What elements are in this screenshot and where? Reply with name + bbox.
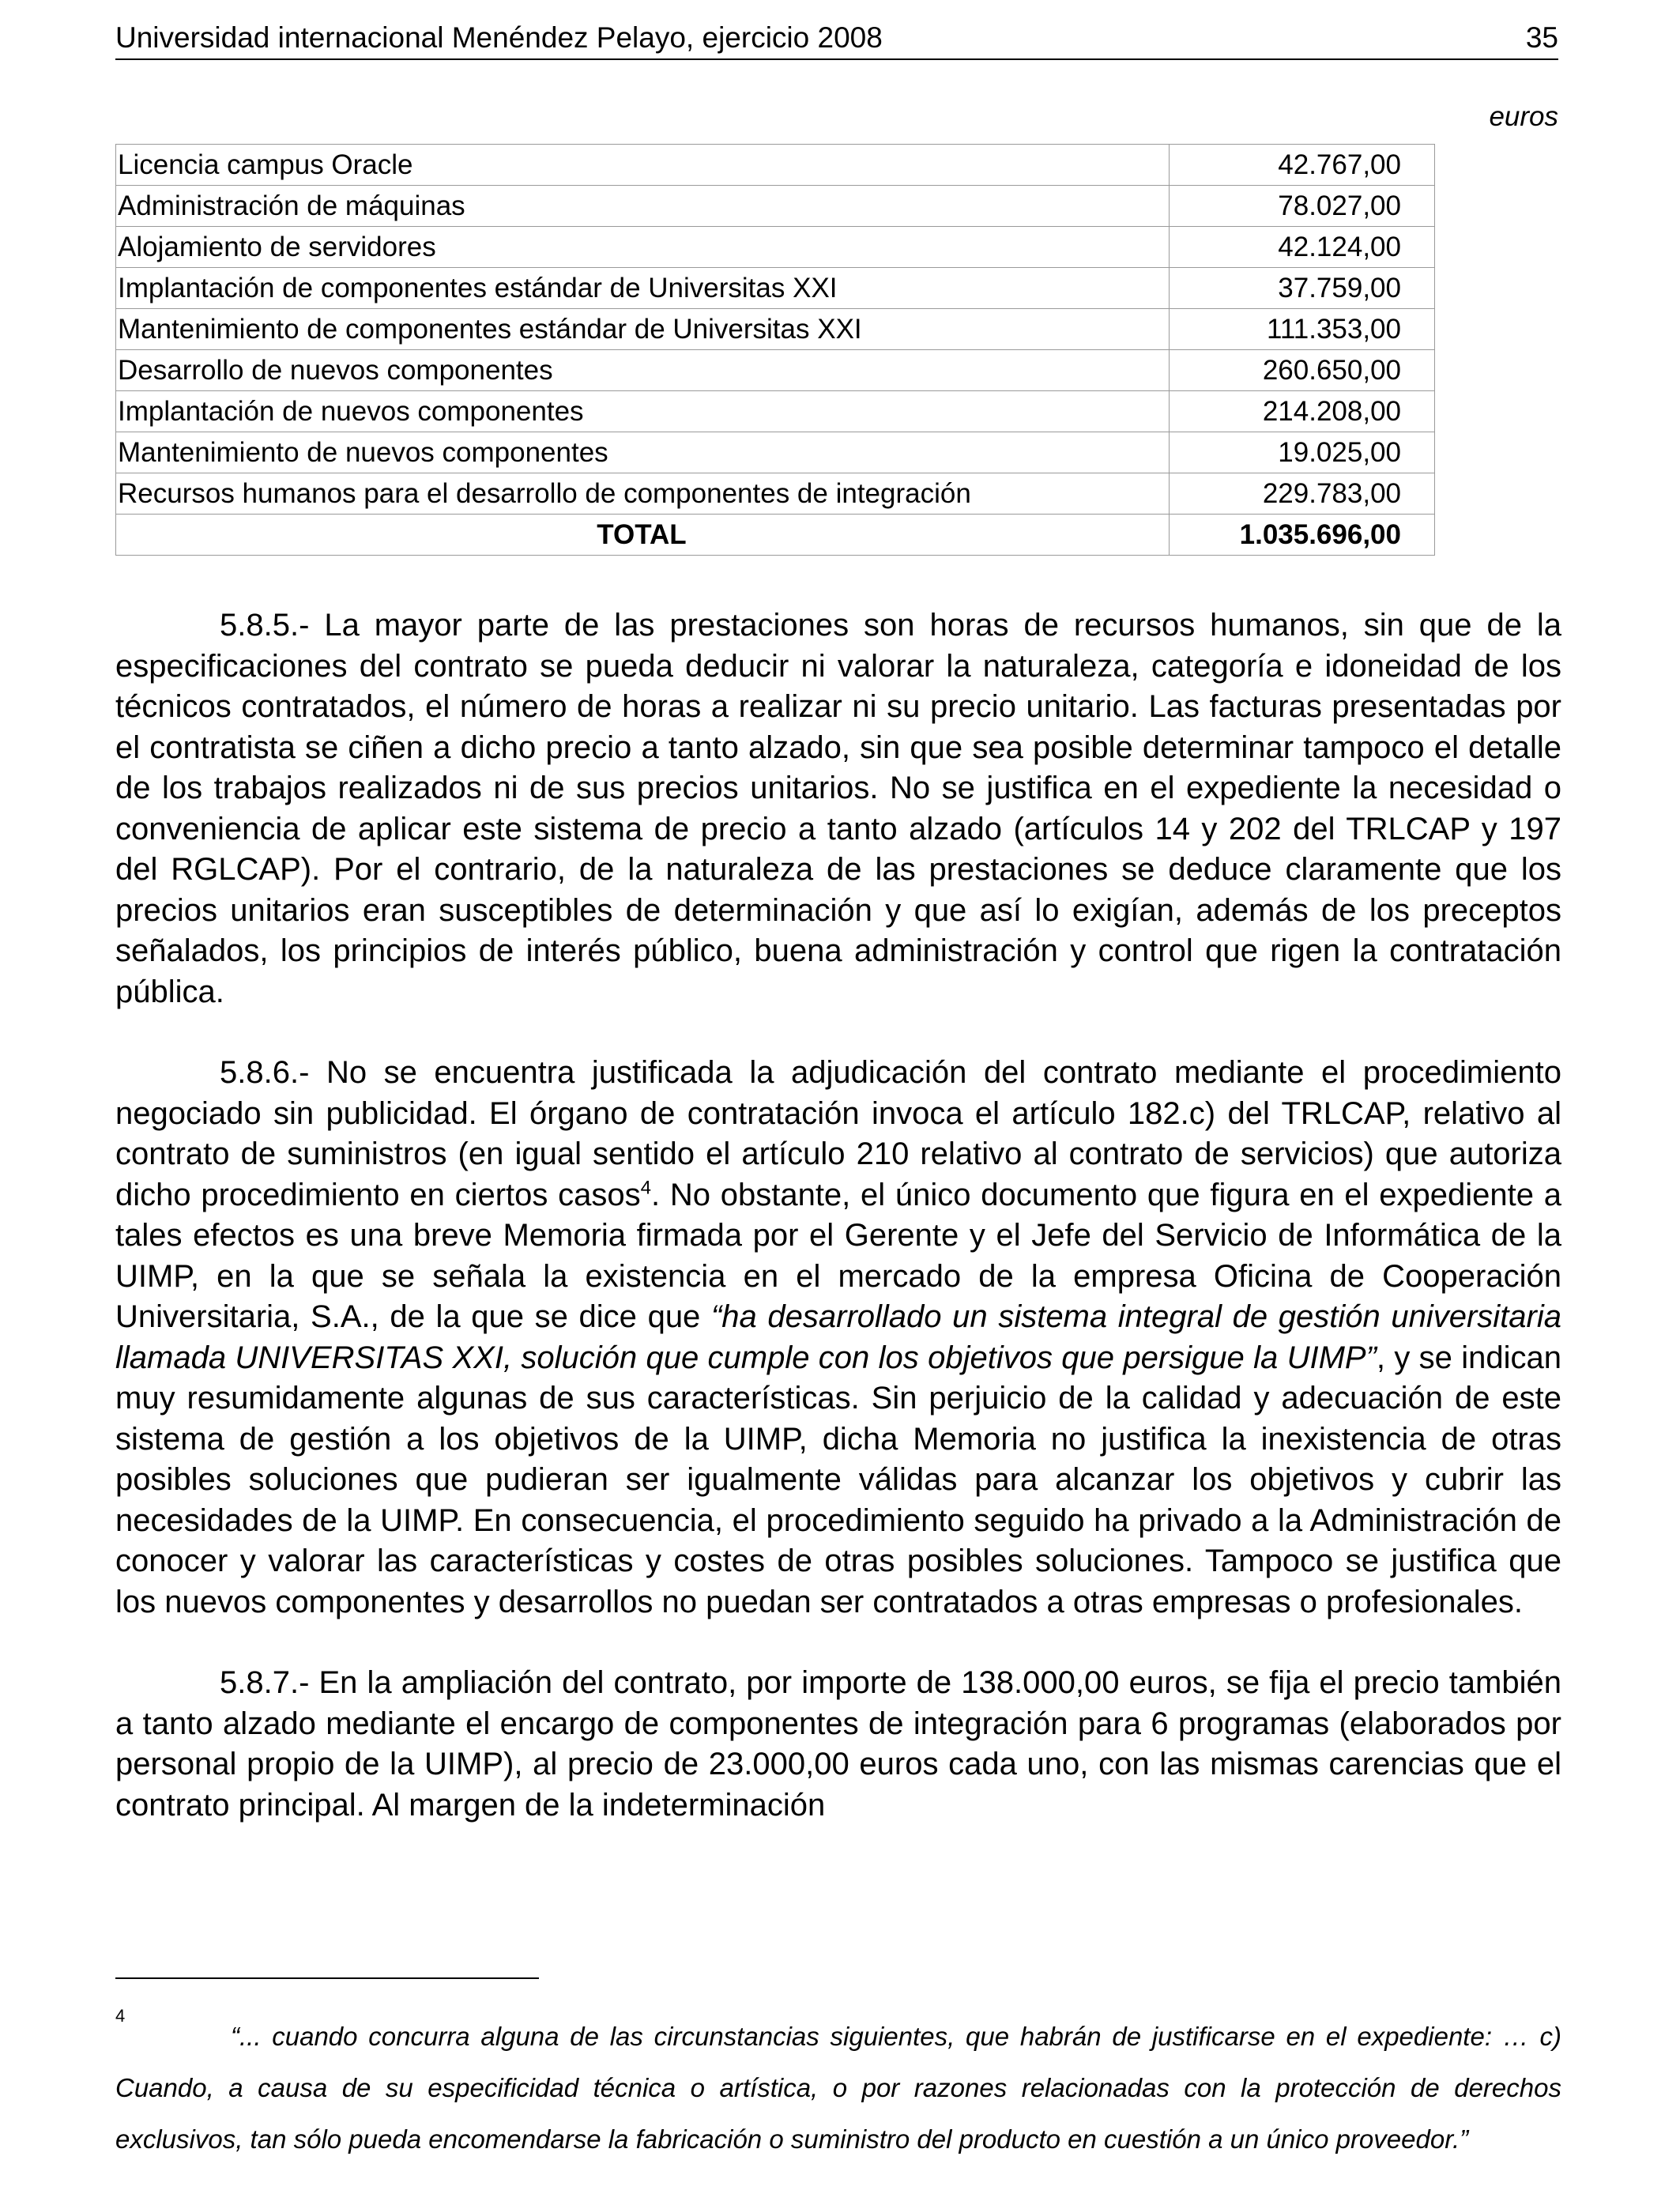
row-label: Implantación de nuevos componentes xyxy=(116,391,1170,432)
quoted-memoria: “ha desarrollado un sistema integral de gestión universitaria llamada UNIVERSITAS XXI, solución que cumple con los objetivos que persigue la UIMP” xyxy=(115,1299,1562,1375)
cost-table xyxy=(115,144,1435,556)
table-row xyxy=(116,309,1435,350)
footnote-text: “... cuando concurra alguna de las circunstancias siguientes, que habrán de justificarse en el expediente: … c) Cuando, a causa de su especificidad técnica o artística, o por razones relacionadas con la protección de derechos exclusivos, tan sólo pueda encomendarse la fabricación o suministro del producto en cuestión a un único proveedor.” xyxy=(115,2022,1561,2154)
table-row xyxy=(116,145,1435,186)
row-amount: 42.767,00 xyxy=(1170,145,1435,186)
table-row xyxy=(116,350,1435,391)
row-label: Implantación de componentes estándar de Universitas XXI xyxy=(116,268,1170,309)
paragraph-5-8-6-part-b: . No obstante, el único documento que figura en el expediente a tales efectos es una breve Memoria firmada por el Gerente y el Jefe del Servicio de Informática de la UIMP, en la que se señala la existencia en el mercado de la empresa Oficina de Cooperación Universitaria, S.A., de la que se dice que xyxy=(115,1177,1562,1334)
body-text xyxy=(115,605,1561,1826)
footnote-reference[interactable]: 4 xyxy=(640,1177,651,1199)
row-amount: 78.027,00 xyxy=(1170,186,1435,227)
paragraph-5-8-6-part-a: 5.8.6.- No se encuentra justificada la adjudicación del contrato mediante el procedimiento negociado sin publicidad. El órgano de contratación invoca el artículo 182.c) del TRLCAP, relativo al contrato de suministros (en igual sentido el artículo 210 relativo al contrato de servicios) que autoriza dicho procedimiento en ciertos casos xyxy=(115,1055,1561,1212)
row-label: Mantenimiento de componentes estándar de Universitas XXI xyxy=(116,309,1170,350)
row-label: Recursos humanos para el desarrollo de componentes de integración xyxy=(116,473,1170,515)
row-label: Desarrollo de nuevos componentes xyxy=(116,350,1170,391)
page-number: 35 xyxy=(1525,21,1558,54)
row-amount: 260.650,00 xyxy=(1170,350,1435,391)
row-label: Licencia campus Oracle xyxy=(116,145,1170,186)
report-title: Universidad internacional Menéndez Pelayo, ejercicio 2008 xyxy=(115,21,883,54)
row-amount: 214.208,00 xyxy=(1170,391,1435,432)
table-row xyxy=(116,391,1435,432)
row-label: Mantenimiento de nuevos componentes xyxy=(116,432,1170,473)
total-row xyxy=(116,515,1435,556)
footnote xyxy=(115,2006,1561,2165)
footnote-separator xyxy=(115,1977,539,1979)
table-row xyxy=(116,432,1435,473)
paragraph-5-8-7: 5.8.7.- En la ampliación del contrato, por importe de 138.000,00 euros, se fija el precio también a tanto alzado mediante el encargo de componentes de integración para 6 programas (elaborados por personal propio de la UIMP), al precio de 23.000,00 euros cada uno, con las mismas carencias que el contrato principal. Al margen de la indeterminación xyxy=(115,1665,1561,1823)
row-amount: 37.759,00 xyxy=(1170,268,1435,309)
row-amount: 111.353,00 xyxy=(1170,309,1435,350)
paragraph-5-8-6 xyxy=(115,1053,1561,1623)
row-amount: 229.783,00 xyxy=(1170,473,1435,515)
table-row xyxy=(116,268,1435,309)
total-label: TOTAL xyxy=(116,515,1170,556)
row-amount: 19.025,00 xyxy=(1170,432,1435,473)
row-amount: 42.124,00 xyxy=(1170,227,1435,268)
footnote-number: 4 xyxy=(115,2006,126,2026)
page-header xyxy=(115,21,1558,60)
table-row xyxy=(116,473,1435,515)
paragraph-5-8-5: 5.8.5.- La mayor parte de las prestaciones son horas de recursos humanos, sin que de la especificaciones del contrato se pueda deducir ni valorar la naturaleza, categoría e idoneidad de los técnicos contratados, el número de horas a realizar ni su precio unitario. Las facturas presentadas por el contratista se ciñen a dicho precio a tanto alzado, sin que sea posible determinar tampoco el detalle de los trabajos realizados ni de sus precios unitarios. No se justifica en el expediente la necesidad o conveniencia de aplicar este sistema de precio a tanto alzado (artículos 14 y 202 del TRLCAP y 197 del RGLCAP). Por el contrario, de la naturaleza de las prestaciones se deduce claramente que los precios unitarios eran susceptibles de determinación y que así lo exigían, además de los preceptos señalados, los principios de interés público, buena administración y control que rigen la contratación pública. xyxy=(115,608,1561,1009)
total-amount: 1.035.696,00 xyxy=(1170,515,1435,556)
row-label: Alojamiento de servidores xyxy=(116,227,1170,268)
currency-unit: euros xyxy=(1489,101,1558,132)
paragraph-5-8-6-part-c: , y se indican muy resumidamente algunas de sus características. Sin perjuicio de la calidad y adecuación de este sistema de gestión a los objetivos de la UIMP, dicha Memoria no justifica la inexistencia de otras posibles soluciones que pudieran ser igualmente válidas para alcanzar los objetivos y cubrir las necesidades de la UIMP. En consecuencia, el procedimiento seguido ha privado a la Administración de conocer y valorar las características y costes de otras posibles soluciones. Tampoco se justifica que los nuevos componentes y desarrollos no puedan ser contratados a otras empresas o profesionales. xyxy=(115,1340,1561,1619)
row-label: Administración de máquinas xyxy=(116,186,1170,227)
table-row xyxy=(116,186,1435,227)
table-row xyxy=(116,227,1435,268)
